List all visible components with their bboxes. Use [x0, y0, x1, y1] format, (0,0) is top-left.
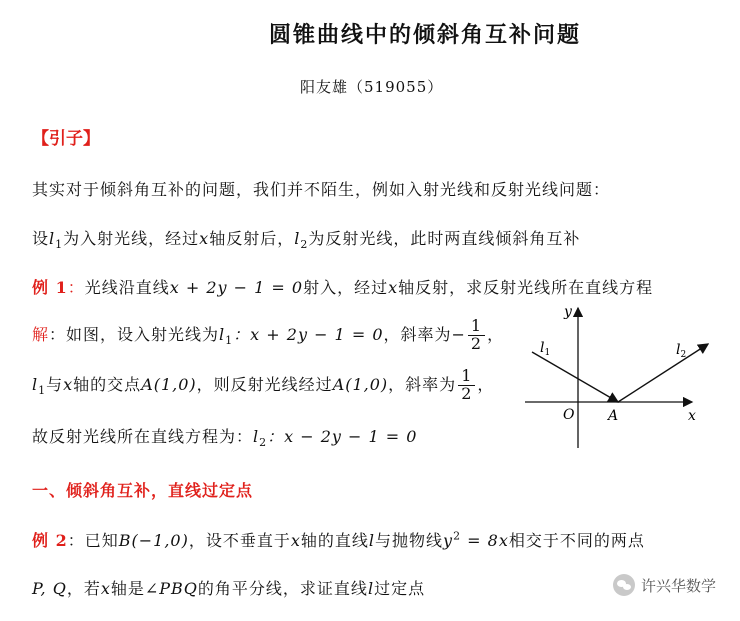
example-1-label: 例 1 — [32, 278, 68, 297]
intro-heading: 【引子】 — [32, 129, 100, 149]
x-label: x — [688, 408, 696, 424]
y-label: y — [564, 304, 572, 320]
incident-ray — [532, 352, 618, 402]
section-heading-1: 一、倾斜角互补，直线过定点 — [32, 481, 254, 500]
author-line: 阳友雄（519055） — [300, 78, 444, 96]
reflection-figure — [520, 298, 715, 453]
reflected-ray — [618, 344, 708, 402]
l2-label: $l_2$ — [676, 342, 687, 360]
solution-line-2: $l_1$与x轴的交点A(1,0)，则反射光线经过A(1,0)，斜率为 $\frac{1}{2}$ ， — [32, 366, 495, 403]
wechat-icon — [613, 574, 635, 596]
l1-label: $l_1$ — [540, 340, 551, 358]
example-2-line-1: 例 2：已知B(−1,0)，设不垂直于x轴的直线l与抛物线$y^2 = 8x$相交于不同的两点 — [32, 529, 645, 550]
fraction: $\frac{1}{2}$ — [458, 368, 475, 403]
watermark — [613, 574, 716, 596]
intro-paragraph-1: 其实对于倾斜角互补的问题，我们并不陌生，例如入射光线和反射光线问题： — [32, 180, 611, 199]
solution-line-1: 解：如图，设入射光线为$l_1$：x + 2y − 1 = 0，斜率为− $\frac{1}{2}$ ， — [32, 316, 505, 353]
solution-line-3: 故反射光线所在直线方程为：$l_2$：x − 2y − 1 = 0 — [32, 427, 418, 450]
point-a-label: A — [608, 408, 619, 424]
example-2-line-2: P, Q，若x轴是∠PBQ的角平分线，求证直线l过定点 — [32, 579, 426, 598]
fraction: $\frac{1}{2}$ — [468, 318, 485, 353]
example-2-label: 例 2 — [32, 531, 68, 550]
intro-paragraph-2: 设$l_1$为入射光线，经过x轴反射后，$l_2$为反射光线，此时两直线倾斜角互补 — [32, 229, 581, 252]
origin-label: O — [563, 407, 575, 423]
watermark-text: 许兴华数学 — [640, 576, 716, 595]
solution-label: 解 — [32, 324, 50, 344]
example-1: 例 1：光线沿直线x + 2y − 1 = 0射入，经过x轴反射，求反射光线所在直线方程 — [32, 278, 654, 297]
page-title: 圆锥曲线中的倾斜角互补问题 — [268, 22, 581, 48]
